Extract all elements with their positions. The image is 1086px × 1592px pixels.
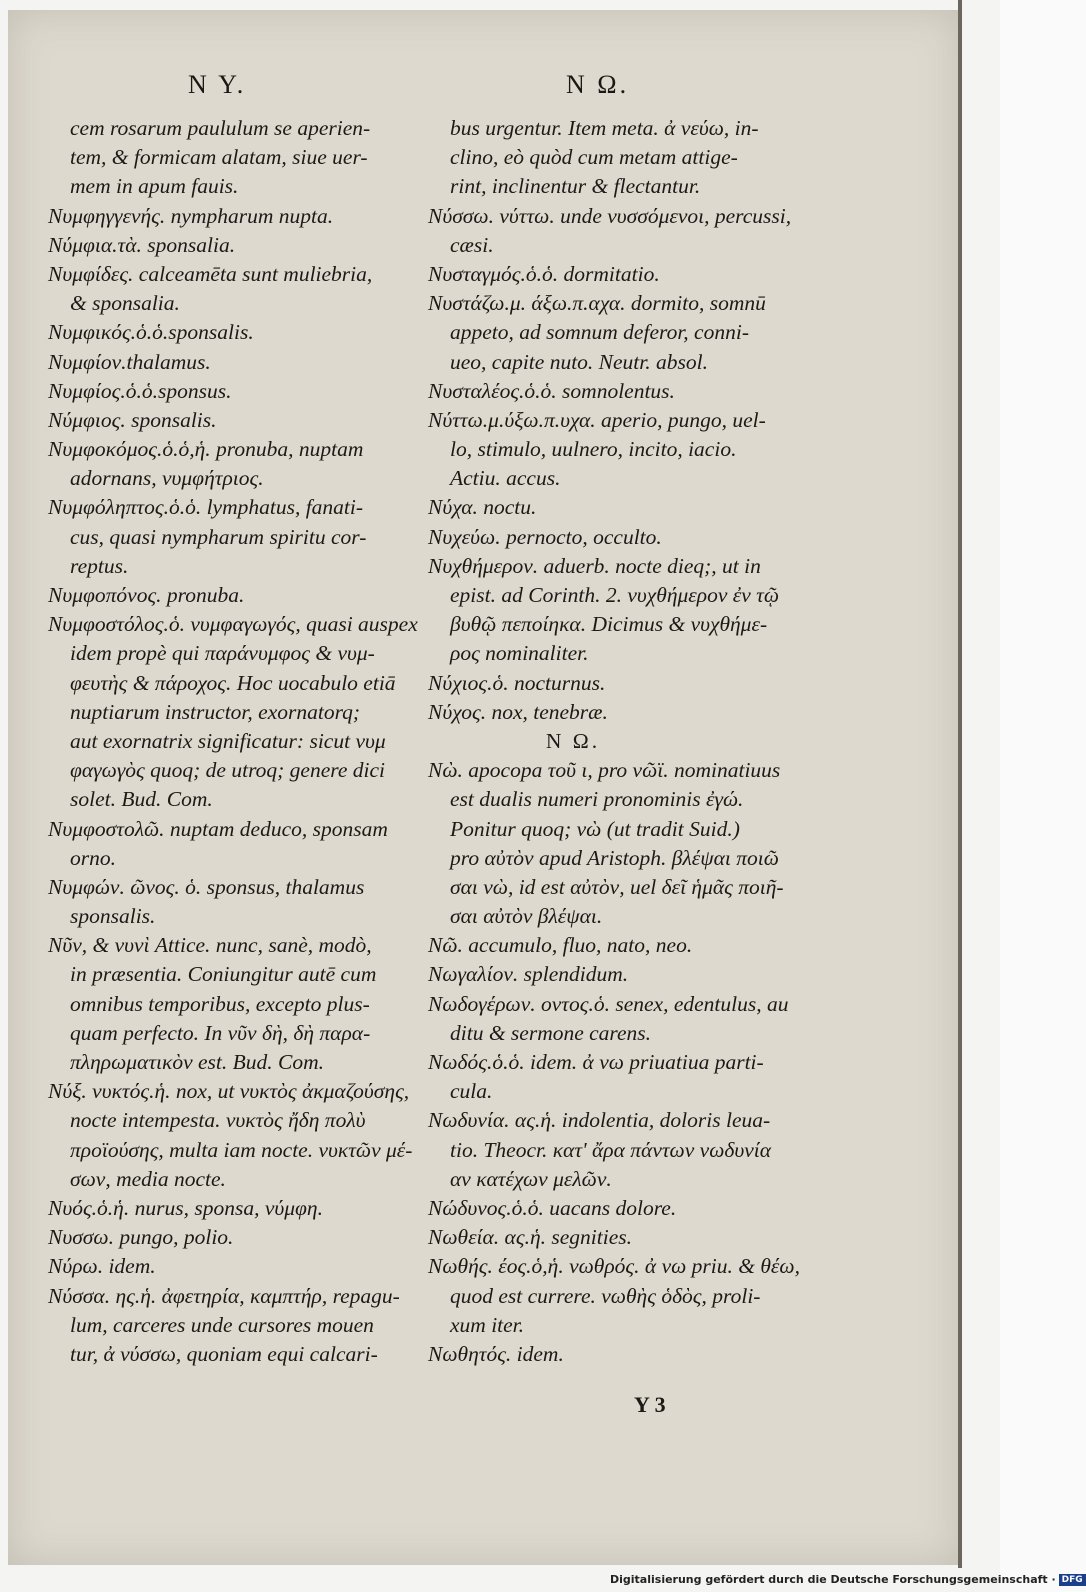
dictionary-line: adornans, νυμφήτριος. xyxy=(70,466,264,491)
dictionary-line: Νυμφίδες. calceamēta sunt muliebria, xyxy=(48,261,373,286)
dictionary-line: βυθῷ πεποίηκα. Dicimus & νυχθήμε- xyxy=(450,612,768,637)
dictionary-line: cula. xyxy=(450,1079,493,1104)
dictionary-line: aut exornatrix significatur: sicut νυμ xyxy=(70,728,386,753)
dictionary-line: Νὼ. apocopa τοῦ ι, pro νῶϊ. nominatiuus xyxy=(428,758,781,783)
dictionary-line: Νῦν, & νυνὶ Attice. nunc, sanè, modò, xyxy=(48,933,372,958)
page-edge xyxy=(958,0,962,1568)
dfg-logo: DFG xyxy=(1059,1574,1086,1586)
dictionary-line: Νωδογέρων. οντος.ὁ. senex, edentulus, au xyxy=(428,991,789,1016)
dictionary-line: Νυχθήμερον. aduerb. nocte dieq;, ut in xyxy=(428,553,761,578)
book-page xyxy=(8,10,962,1565)
dictionary-line: Νυσσω. pungo, polio. xyxy=(48,1225,234,1250)
section-heading: N Ω. xyxy=(545,728,601,753)
dictionary-line: clino, eò quòd cum metam attige- xyxy=(450,145,738,170)
dictionary-line: Νῶ. accumulo, fluo, nato, neo. xyxy=(428,933,693,958)
dictionary-line: in præsentia. Coniungitur autē cum xyxy=(70,962,377,987)
dictionary-line: Νύξ. νυκτός.ἡ. nox, ut νυκτὸς ἀκμαζούσης, xyxy=(48,1079,410,1104)
dictionary-line: Νυμφοστόλος.ὁ. νυμφαγωγός, quasi auspex xyxy=(48,612,418,637)
left-column xyxy=(48,114,418,1369)
dictionary-line: Νωθεία. ας.ἡ. segnities. xyxy=(428,1225,632,1250)
dictionary-line: Νύχιος.ὁ. nocturnus. xyxy=(428,670,606,695)
dictionary-line: nuptiarum instructor, exornatorq; xyxy=(70,699,361,724)
dictionary-line: Νυμφίον.thalamus. xyxy=(48,349,211,374)
dictionary-line: Νωγαλίον. splendidum. xyxy=(428,962,629,987)
credit-text: Digitalisierung gefördert durch die Deutsche Forschungsgemeinschaft · xyxy=(610,1573,1056,1586)
dictionary-line: αν κατέχων μελῶν. xyxy=(450,1166,612,1191)
running-head-right: N Ω. xyxy=(566,70,630,99)
dictionary-line: solet. Bud. Com. xyxy=(70,787,213,812)
dictionary-line: πληρωματικὸν est. Bud. Com. xyxy=(70,1050,324,1074)
dictionary-line: Νωθητός. idem. xyxy=(428,1341,564,1366)
dictionary-line: lo, stimulo, uulnero, incito, iacio. xyxy=(450,437,737,462)
dictionary-line: quam perfecto. In νῦν δὴ, δὴ παρα- xyxy=(70,1020,371,1045)
dictionary-line: tem, & formicam alatam, siue uer- xyxy=(70,145,368,170)
dictionary-line: idem propè qui παράνυμφος & νυμ- xyxy=(70,641,375,666)
dictionary-line: cus, quasi nympharum spiritu cor- xyxy=(70,524,367,549)
dictionary-line: Νυός.ὁ.ἡ. nurus, sponsa, νύμφη. xyxy=(48,1195,323,1220)
dictionary-line: Νύττω.μ.ύξω.π.υχα. aperio, pungo, uel- xyxy=(428,407,766,432)
dictionary-line: Νυσταλέος.ὁ.ὁ. somnolentus. xyxy=(428,378,675,403)
dictionary-line: est dualis numeri pronominis ἐγώ. xyxy=(450,787,744,812)
dictionary-line: Νύρω. idem. xyxy=(48,1254,156,1279)
dictionary-line: orno. xyxy=(70,845,116,870)
dictionary-line: φευτὴς & πάροχος. Hoc uocabulo etiā xyxy=(70,670,396,695)
dictionary-line: Νυμφών. ῶνος. ὁ. sponsus, thalamus xyxy=(48,874,365,899)
dictionary-line: Νύσσα. ης.ἡ. ἀφετηρία, καμπτήρ, repagu- xyxy=(48,1283,400,1308)
dictionary-line: bus urgentur. Item meta. ἀ νεύω, in- xyxy=(450,116,759,140)
dictionary-line: ρος nominaliter. xyxy=(450,641,589,666)
dictionary-line: xum iter. xyxy=(450,1312,525,1337)
signature-mark: Y 3 xyxy=(634,1392,666,1417)
dictionary-line: Νωδυνία. ας.ἡ. indolentia, doloris leua- xyxy=(428,1108,771,1133)
dictionary-line: Νυμφικός.ὁ.ὁ.sponsalis. xyxy=(48,320,254,345)
dictionary-line: pro αὐτὸν apud Aristoph. βλέψαι ποιῶ xyxy=(450,845,779,870)
dictionary-line: appeto, ad somnum deferor, conni- xyxy=(450,320,749,345)
dictionary-line: tur, ἀ νύσσω, quoniam equi calcari- xyxy=(70,1341,378,1366)
dictionary-line: nocte intempesta. νυκτὸς ἤδη πολὺ xyxy=(70,1108,366,1133)
dictionary-line: σαι αὐτὸν βλέψαι. xyxy=(450,904,603,929)
dictionary-line: Νυμφοπόνος. pronuba. xyxy=(48,583,245,607)
dictionary-line: ueo, capite nuto. Neutr. absol. xyxy=(450,349,708,374)
dictionary-line: Νύμφιος. sponsalis. xyxy=(48,407,217,432)
dictionary-line: quod est currere. νωθὴς ὁδὸς, proli- xyxy=(450,1283,761,1308)
dictionary-line: ditu & sermone carens. xyxy=(450,1020,652,1045)
dictionary-line: epist. ad Corinth. 2. νυχθήμερον ἐν τῷ xyxy=(450,583,779,607)
dictionary-line: Νυχεύω. pernocto, occulto. xyxy=(428,524,662,549)
dictionary-line: mem in apum fauis. xyxy=(70,174,239,199)
dictionary-line: Νύμφια.τὰ. sponsalia. xyxy=(48,232,236,257)
dictionary-line: Νυμφηγγενής. nympharum nupta. xyxy=(48,203,334,228)
dictionary-line: σων, media nocte. xyxy=(70,1166,226,1191)
dictionary-line: lum, carceres unde cursores mouen xyxy=(70,1312,374,1337)
dictionary-line: Νυμφίος.ὁ.ὁ.sponsus. xyxy=(48,378,232,403)
digitization-credit xyxy=(610,1573,1086,1586)
dictionary-line: Νωθής. έος.ὁ,ἡ. νωθρός. ἀ νω priu. & θέω, xyxy=(428,1254,800,1279)
dictionary-line: Νυσταγμός.ὁ.ὁ. dormitatio. xyxy=(428,261,660,286)
dictionary-line: Νύσσω. νύττω. unde νυσσόμενοι, percussi, xyxy=(428,203,792,228)
dictionary-line: Ponitur quoq; νὼ (ut tradit Suid.) xyxy=(450,816,740,841)
right-column xyxy=(428,114,800,1369)
dictionary-line: προϊούσης, multa iam nocte. νυκτῶν μέ- xyxy=(70,1137,413,1162)
dictionary-line: rint, inclinentur & flectantur. xyxy=(450,174,701,199)
dictionary-line: Νυστάζω.μ. άξω.π.αχα. dormito, somnū xyxy=(428,291,766,316)
dictionary-line: & sponsalia. xyxy=(70,291,180,316)
dictionary-line: σαι νὼ, id est αὐτὸν, uel δεῖ ἡμᾶς ποιῆ- xyxy=(450,874,784,899)
dictionary-line: tio. Theocr. κατ' ἄρα πάντων νωδυνία xyxy=(450,1137,772,1162)
dictionary-line: cæsi. xyxy=(450,232,494,257)
dictionary-line: Νυμφοστολῶ. nuptam deduco, sponsam xyxy=(48,816,388,841)
dictionary-line: Νωδός.ὁ.ὁ. idem. ἀ νω priuatiua parti- xyxy=(428,1050,764,1074)
dictionary-line: Actiu. accus. xyxy=(450,466,561,491)
dictionary-line: cem rosarum paululum se aperien- xyxy=(70,116,371,140)
dictionary-line: Νύχα. noctu. xyxy=(428,495,537,520)
dictionary-line: Νύχος. nox, tenebræ. xyxy=(428,699,608,724)
dictionary-line: Νώδυνος.ὁ.ὁ. uacans dolore. xyxy=(428,1195,677,1220)
dictionary-line: omnibus temporibus, excepto plus- xyxy=(70,991,370,1016)
dictionary-line: Νυμφοκόμος.ὁ.ὁ,ἡ. pronuba, nuptam xyxy=(48,437,364,462)
dictionary-line: sponsalis. xyxy=(70,904,156,929)
running-head-left: N Y. xyxy=(188,70,247,99)
dictionary-line: φαγωγὸς quoq; de utroq; genere dici xyxy=(70,758,385,783)
dictionary-line: Νυμφόληπτος.ὁ.ὁ. lymphatus, fanati- xyxy=(48,495,364,520)
dictionary-line: reptus. xyxy=(70,553,129,578)
